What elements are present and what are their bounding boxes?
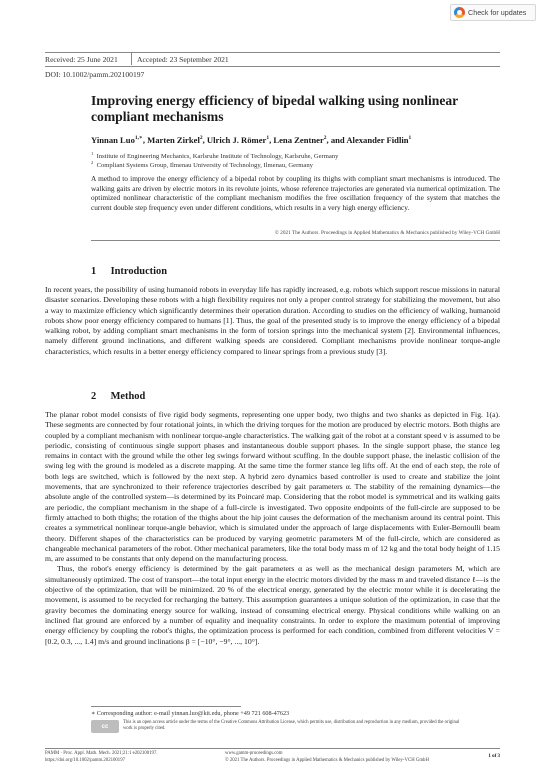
page-number: 1 of 3	[488, 754, 500, 759]
section-heading-introduction	[91, 266, 167, 277]
check-for-updates-badge[interactable]	[450, 4, 536, 21]
received-date: Received: 25 June 2021	[45, 55, 118, 64]
creative-commons-icon: cc	[91, 720, 119, 733]
author-name: Ulrich J. Römer	[206, 135, 267, 145]
crossmark-icon	[454, 7, 465, 18]
header-divider	[131, 53, 132, 65]
accepted-date: Accepted: 23 September 2021	[137, 55, 229, 64]
author-sup: 2	[199, 135, 203, 142]
method-body	[45, 410, 500, 647]
section-number: 1	[91, 266, 97, 277]
header-rule-2	[45, 66, 500, 67]
paper-title: Improving energy efficiency of bipedal walking using nonlinear compliant mechanisms	[91, 93, 458, 124]
journal-citation: PAMM · Proc. Appl. Math. Mech. 2021;21:1 e202100197.	[45, 751, 158, 756]
section-number: 2	[91, 391, 97, 402]
paragraph: Thus, the robot's energy efficiency is determined by the gait parameters α as well as the mechanical design parameters M, which are simultaneously optimized. The cost of transport—the total input energy in the electric motors divided by the mass m and traveled distance ℓ—is the objective of the optimization, that will be minimized. 20 % of the electrical energy, generated by the electric motor while it is decelerating the movement, is assumed to be recycled for recharging the battery. This assumption guarantees a unique solution of the optimization, in case that the gravity becomes the dominating energy source for walking, instead of consuming electrical energy. Physical conditions while walking on an inclined flat ground are enforced by a number of equality and inequality constraints. In order to explore the maximum potential of improving energy efficiency by coupling the robot's thighs, the optimization process is performed for each condition, combined from different velocities V = [0.2, 0.3, ..., 1.4] m/s and ground inclinations β = [−10°, −9°, ..., 10°].	[45, 564, 500, 646]
author-sup: 2	[323, 135, 327, 142]
author-sup: 1	[408, 135, 412, 142]
abstract: A method to improve the energy efficiency of a bipedal robot by coupling its thighs with compliant smart mechanisms is introduced. The walking gaits are driven by electric motors in its revolute joints, whose reference trajectories are generated via numerical optimization. The optimized nonlinear characteristic of the compliant mechanism modifies the free oscillation frequency of the system that matches the current double step frequency even under different conditions, which results in a very high energy efficiency.	[91, 174, 500, 212]
section-title: Method	[110, 391, 146, 402]
check-for-updates-label: Check for updates	[468, 8, 527, 17]
section-title: Introduction	[110, 266, 168, 277]
paragraph: In recent years, the possibility of using humanoid robots in everyday life has rapidly increased, e.g. robots which support rescue missions in natural disaster scenarios. Developing these robots with a high flexibility requires not only a proper control strategy for stabilizing the movement, but also a way to maximize efficiency which significantly determines their operation duration. According to studies on the efficiency of walking, humanoid robots show poor energy efficiency compared to humans [1]. Thus, the goal of the presented study is to improve the energy efficiency of a bipedal walking robot, by adding compliant smart mechanisms in the form of torsion springs into the mechanical system [2]. Environmental influences, namely different ground inclinations, and different walking speeds are considered. Compliant mechanisms provide nonlinear torque-angle characteristics, which results in a better energy efficiency compared to linear springs from a previous study [3].	[45, 285, 500, 356]
author-list: Yinnan Luo$^{1,∗}$, Marten Zirkel$^2$, Ulrich J. Römer$^1$, Lena Zentner$^2$, and Alexander Fidlin$^1$	[91, 135, 412, 145]
license-text: This is an open access article under the terms of the Creative Commons Attribution License, which permits use, distribution and reproduction in any medium, provided the original work is properly cited.	[123, 720, 460, 731]
corresponding-author-footnote: ∗ Corresponding author: e-mail yinnan.luo@kit.edu, phone +49 721 608-47623	[91, 710, 290, 717]
site-link[interactable]: www.gamm-proceedings.com	[225, 751, 283, 756]
doi-link[interactable]: https://doi.org/10.1002/pamm.202100197	[45, 758, 125, 763]
affiliation-1: $^1$ Institute of Engineering Mechanics, Karlsruhe Institute of Technology, Karlsruhe, Germany	[91, 151, 339, 161]
publisher-line: © 2021 The Authors. Proceedings in Applied Mathematics & Mechanics published by Wiley-VCH GmbH	[225, 758, 429, 763]
footnote-rule	[91, 706, 241, 707]
footer-rule	[45, 748, 500, 749]
abstract-rule	[91, 240, 500, 241]
author-name: Marten Zirkel	[147, 135, 200, 145]
section-heading-method	[91, 391, 145, 402]
doi: DOI: 10.1002/pamm.202100197	[45, 70, 145, 79]
author-name: Alexander Fidlin	[346, 135, 409, 145]
author-name: Lena Zentner	[273, 135, 324, 145]
header-rule	[45, 52, 500, 53]
author-sup: 1,∗	[134, 135, 143, 142]
author-sup: 1	[266, 135, 270, 142]
author-name: Yinnan Luo	[91, 135, 135, 145]
copyright-line: © 2021 The Authors. Proceedings in Applied Mathematics & Mechanics published by Wiley-VCH GmbH	[274, 230, 500, 236]
introduction-body	[45, 285, 500, 357]
paragraph: The planar robot model consists of five rigid body segments, representing one upper body, two thighs and two shanks as depicted in Fig. 1(a). These segments are connected by four rotational joints, in which the driving torques for the motion are produced by electric motors. Both thighs are coupled by a compliant mechanism with nonlinear torque-angle characteristics. The walking gait of the robot at a constant speed v is assumed to be periodic, consisting of continuous single support phases and instantaneous double support phases. In the single support phase, the stance leg remains in contact with the ground while the other leg swings forward without scuffing. In the double support phase, the inelastic collision of the swing leg with the ground is modeled as a discrete mapping. At the same time the former stance leg lifts off. At the end of each step, the role of both legs are switched, which is followed by the next step. A hybrid zero dynamics based controller is used to create and stabilize the joint movements, that are synchronized to their reference trajectories described by gait parameters α. The stability of the remaining dynamics—the absolute angle of the controlled system—is determined by its Poincaré map. Considering that the robot model is symmetrical and its walking gaits are periodic, the compliant mechanism in the shape of a full-circle is investigated. Two opposite endpoints of the full-circle are supposed to be firmly attached to both thighs; the rotation of the thighs about the hip joint causes the deformation of the mechanism around its central point. This creates a symmetrical nonlinear torque-angle behavior, which is simulated under the approach of large displacements with Euler-Bernoulli beam theory. Different shapes of the characteristics can be produced by varying geometric parameters M of the full-circle, which are considered as changeable mechanical parameters of the robot. Other mechanical parameters, like the total body mass m of 12 kg and the total body height of 1.15 m, are assumed to be constants that only depend on the manufacturing process.	[45, 410, 500, 564]
affiliation-2: $^2$ Compliant Systems Group, Ilmenau University of Technology, Ilmenau, Germany	[91, 160, 313, 170]
